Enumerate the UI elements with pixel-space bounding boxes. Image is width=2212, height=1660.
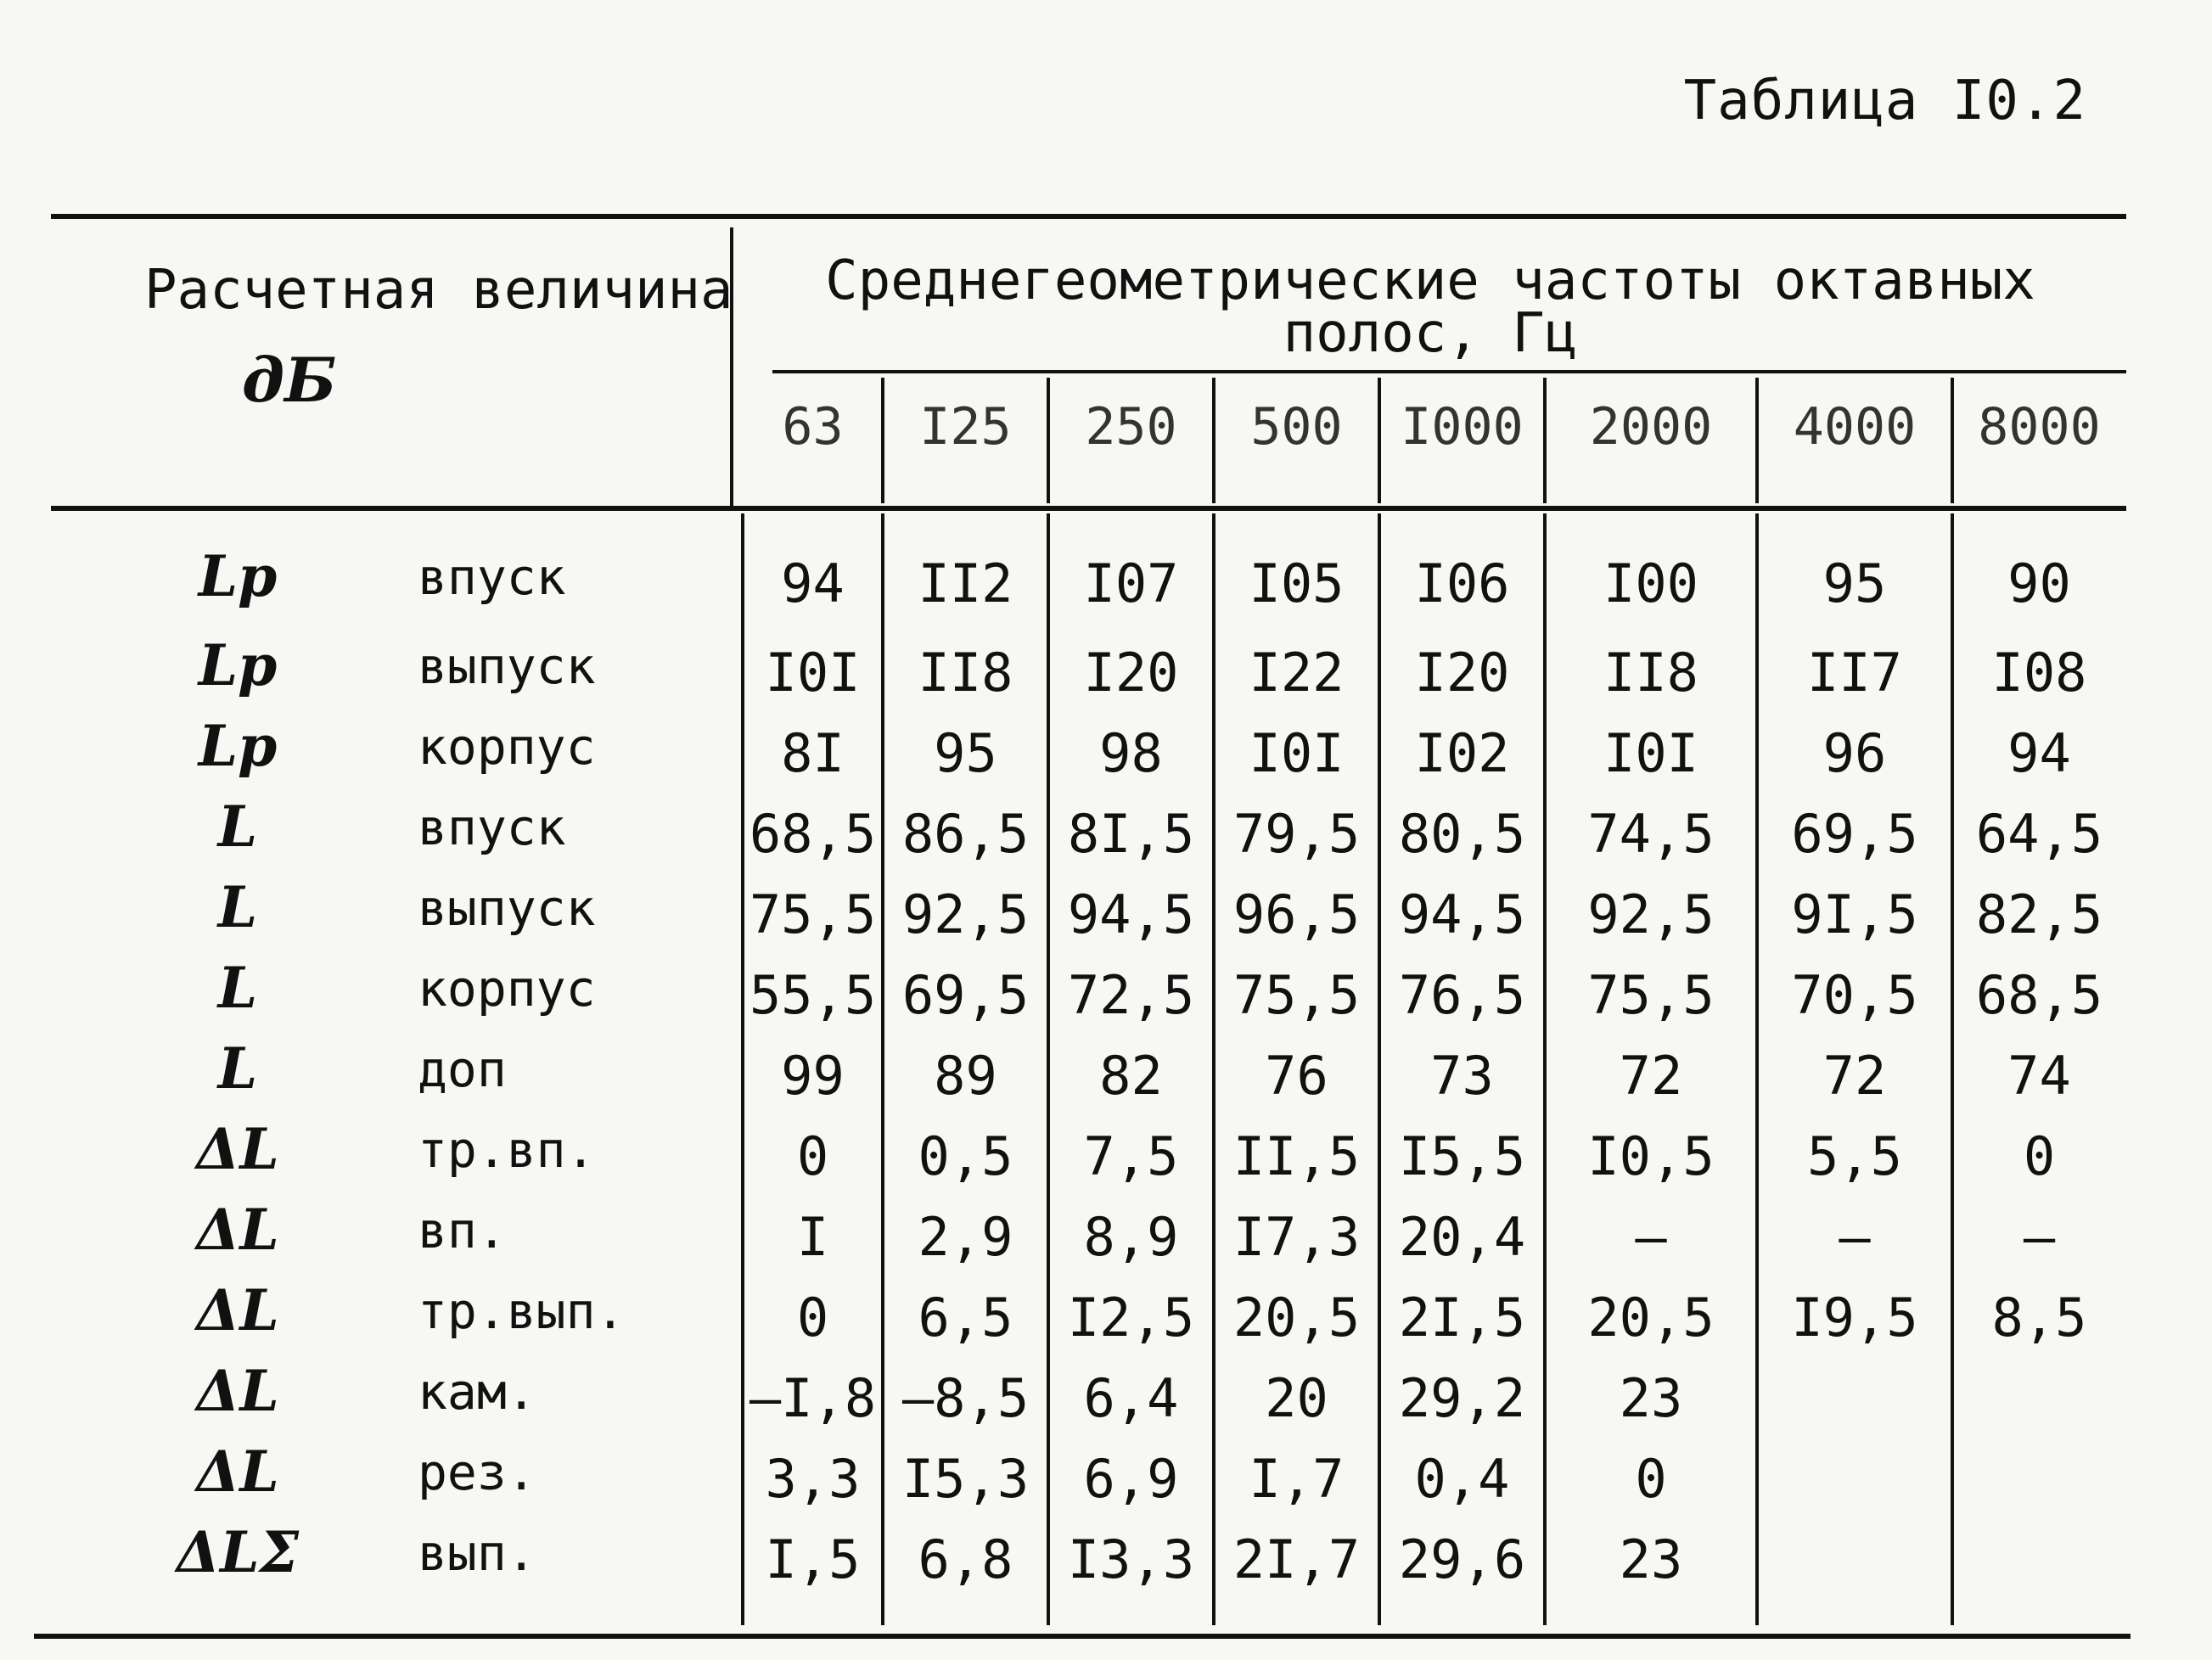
table-cell: I00 xyxy=(1603,552,1698,614)
table-cell: 20 xyxy=(1265,1367,1328,1429)
table-cell: 79,5 xyxy=(1232,803,1361,865)
row-symbol: L xyxy=(217,1035,258,1102)
table-cell: 76,5 xyxy=(1398,964,1526,1026)
bottom-rule xyxy=(34,1634,2131,1639)
table-cell: I22 xyxy=(1249,642,1345,704)
table-cell: 0 xyxy=(796,1287,829,1349)
table-cell: 76 xyxy=(1265,1045,1328,1107)
table-cell: 29,6 xyxy=(1398,1528,1526,1590)
table-cell: 73 xyxy=(1430,1045,1494,1107)
header-left-unit: дБ xyxy=(242,344,337,416)
table-cell: –I,8 xyxy=(749,1367,877,1429)
table-cell: 94,5 xyxy=(1398,883,1526,945)
table-cell: 82 xyxy=(1099,1045,1163,1107)
frequency-header-cell: I000 xyxy=(1401,397,1524,457)
row-name: тр.вып. xyxy=(418,1282,626,1340)
table-cell: 94 xyxy=(2007,722,2071,784)
table-cell: 23 xyxy=(1619,1528,1683,1590)
table-cell: 95 xyxy=(1822,552,1887,614)
frequency-header-divider xyxy=(1755,378,1759,503)
table-cell: 8I,5 xyxy=(1067,803,1195,865)
table-cell: 92,5 xyxy=(901,883,1030,945)
frequency-header-cell: 63 xyxy=(782,397,844,457)
table-cell: I06 xyxy=(1414,552,1510,614)
table-cell: 70,5 xyxy=(1791,964,1918,1026)
table-cell: 0,5 xyxy=(918,1125,1013,1187)
header-bottom-rule xyxy=(51,506,2126,511)
table-cell: 9I,5 xyxy=(1791,883,1918,945)
table-cell: 69,5 xyxy=(901,964,1030,1026)
table-cell: 68,5 xyxy=(1975,964,2103,1026)
table-cell: 74,5 xyxy=(1587,803,1715,865)
table-cell: I20 xyxy=(1414,642,1510,704)
frequency-title-rule xyxy=(772,370,2126,373)
row-name: корпус xyxy=(418,718,596,776)
table-cell: 29,2 xyxy=(1398,1367,1526,1429)
top-rule xyxy=(51,214,2126,219)
table-cell: 75,5 xyxy=(749,883,877,945)
row-name: выпуск xyxy=(418,879,596,937)
table-cell: 94 xyxy=(781,552,845,614)
table-cell: 74 xyxy=(2007,1045,2071,1107)
table-cell: 92,5 xyxy=(1587,883,1715,945)
table-cell: II7 xyxy=(1807,642,1902,704)
row-symbol: Lр xyxy=(198,543,278,609)
frequency-header-cell: I25 xyxy=(919,397,1012,457)
table-cell: I20 xyxy=(1083,642,1179,704)
table-cell: 0,4 xyxy=(1414,1448,1510,1510)
table-cell: 6,8 xyxy=(918,1528,1013,1590)
row-symbol: Lр xyxy=(198,632,278,698)
table-cell: I3,3 xyxy=(1067,1528,1195,1590)
row-symbol: L xyxy=(217,955,258,1021)
table-cell: I08 xyxy=(1991,642,2087,704)
frequency-header-cell: 8000 xyxy=(1978,397,2101,457)
frequency-header-divider xyxy=(1378,378,1381,503)
table-cell: II8 xyxy=(1603,642,1698,704)
frequency-header-cell: 500 xyxy=(1250,397,1343,457)
table-cell: 80,5 xyxy=(1398,803,1526,865)
table-cell: 75,5 xyxy=(1232,964,1361,1026)
frequency-header-cell: 2000 xyxy=(1589,397,1713,457)
table-cell: II8 xyxy=(918,642,1013,704)
row-symbol: ΔL xyxy=(196,1358,279,1424)
table-cell: 68,5 xyxy=(749,803,877,865)
table-cell: 20,5 xyxy=(1587,1287,1715,1349)
table-cell: I0,5 xyxy=(1587,1125,1715,1187)
table-cell: 8,5 xyxy=(1991,1287,2087,1349)
table-cell: 64,5 xyxy=(1975,803,2103,865)
table-cell: 5,5 xyxy=(1807,1125,1902,1187)
table-cell: 89 xyxy=(934,1045,997,1107)
table-cell: I0I xyxy=(765,642,861,704)
table-cell: I07 xyxy=(1083,552,1179,614)
header-right-title: Среднегеометрические частоты октавных полос, Гц xyxy=(825,250,2035,365)
frequency-header-cell: 250 xyxy=(1085,397,1177,457)
table-cell: 0 xyxy=(2023,1125,2056,1187)
row-symbol: L xyxy=(217,794,258,860)
table-cell: I7,3 xyxy=(1232,1206,1361,1268)
table-cell: I0I xyxy=(1603,722,1698,784)
table-cell: I,7 xyxy=(1249,1448,1345,1510)
frequency-header-divider xyxy=(1543,378,1547,503)
row-name: доп xyxy=(418,1040,507,1098)
table-cell: 72 xyxy=(1822,1045,1887,1107)
frequency-header-divider xyxy=(1951,378,1954,503)
row-name: вып. xyxy=(418,1524,536,1582)
table-cell: 69,5 xyxy=(1791,803,1918,865)
table-cell: II,5 xyxy=(1232,1125,1361,1187)
table-cell: 0 xyxy=(796,1125,829,1187)
row-symbol: ΔL xyxy=(196,1197,279,1263)
row-name: рез. xyxy=(418,1444,536,1501)
table-cell: 99 xyxy=(781,1045,845,1107)
table-cell: 94,5 xyxy=(1067,883,1195,945)
table-cell: I05 xyxy=(1249,552,1345,614)
table-cell: 6,9 xyxy=(1083,1448,1179,1510)
table-cell: 98 xyxy=(1099,722,1163,784)
table-cell: – xyxy=(2023,1206,2056,1268)
table-cell: 8I xyxy=(781,722,845,784)
row-name: впуск xyxy=(418,548,566,606)
table-cell: 55,5 xyxy=(749,964,877,1026)
table-cell: I02 xyxy=(1414,722,1510,784)
row-name: вп. xyxy=(418,1202,507,1259)
table-cell: –8,5 xyxy=(901,1367,1030,1429)
frequency-header-divider xyxy=(881,378,884,503)
header-left-title: Расчетная величина xyxy=(144,259,733,322)
table-cell: 6,4 xyxy=(1083,1367,1179,1429)
table-cell: 7,5 xyxy=(1083,1125,1179,1187)
row-symbol: ΔL xyxy=(196,1116,279,1182)
table-cell: 90 xyxy=(2007,552,2071,614)
row-name: впуск xyxy=(418,799,566,856)
table-cell: 96 xyxy=(1822,722,1887,784)
table-cell: 0 xyxy=(1635,1448,1667,1510)
table-cell: I xyxy=(796,1206,829,1268)
table-cell: 96,5 xyxy=(1232,883,1361,945)
frequency-header-cell: 4000 xyxy=(1793,397,1917,457)
table-cell: 72 xyxy=(1619,1045,1683,1107)
table-cell: – xyxy=(1839,1206,1871,1268)
table-cell: 23 xyxy=(1619,1367,1683,1429)
table-cell: 20,4 xyxy=(1398,1206,1526,1268)
frequency-header-divider xyxy=(1212,378,1215,503)
table-cell: 72,5 xyxy=(1067,964,1195,1026)
table-cell: I0I xyxy=(1249,722,1345,784)
table-cell: 2I,7 xyxy=(1232,1528,1361,1590)
table-cell: 8,9 xyxy=(1083,1206,1179,1268)
table-cell: II2 xyxy=(918,552,1013,614)
table-cell: 6,5 xyxy=(918,1287,1013,1349)
row-name: тр.вп. xyxy=(418,1121,596,1179)
table-cell: I9,5 xyxy=(1791,1287,1918,1349)
table-cell: 75,5 xyxy=(1587,964,1715,1026)
frequency-header-divider xyxy=(1047,378,1050,503)
row-name: корпус xyxy=(418,960,596,1018)
table-cell: 2,9 xyxy=(918,1206,1013,1268)
row-symbol: Lр xyxy=(198,713,278,779)
table-cell: 3,3 xyxy=(765,1448,861,1510)
table-cell: 95 xyxy=(934,722,997,784)
table-cell: I,5 xyxy=(765,1528,861,1590)
row-name: выпуск xyxy=(418,637,596,695)
row-symbol: ΔL xyxy=(196,1438,279,1505)
row-symbol: ΔLΣ xyxy=(176,1519,300,1585)
table-cell: I5,5 xyxy=(1398,1125,1526,1187)
table-cell: 2I,5 xyxy=(1398,1287,1526,1349)
table-cell: 86,5 xyxy=(901,803,1030,865)
table-cell: 82,5 xyxy=(1975,883,2103,945)
table-cell: I2,5 xyxy=(1067,1287,1195,1349)
table-cell: 20,5 xyxy=(1232,1287,1361,1349)
table-cell: – xyxy=(1635,1206,1667,1268)
row-symbol: ΔL xyxy=(196,1277,279,1343)
table-caption: Таблица I0.2 xyxy=(1683,70,2086,132)
table-cell: I5,3 xyxy=(901,1448,1030,1510)
row-name: кам. xyxy=(418,1363,536,1421)
row-symbol: L xyxy=(217,874,258,940)
